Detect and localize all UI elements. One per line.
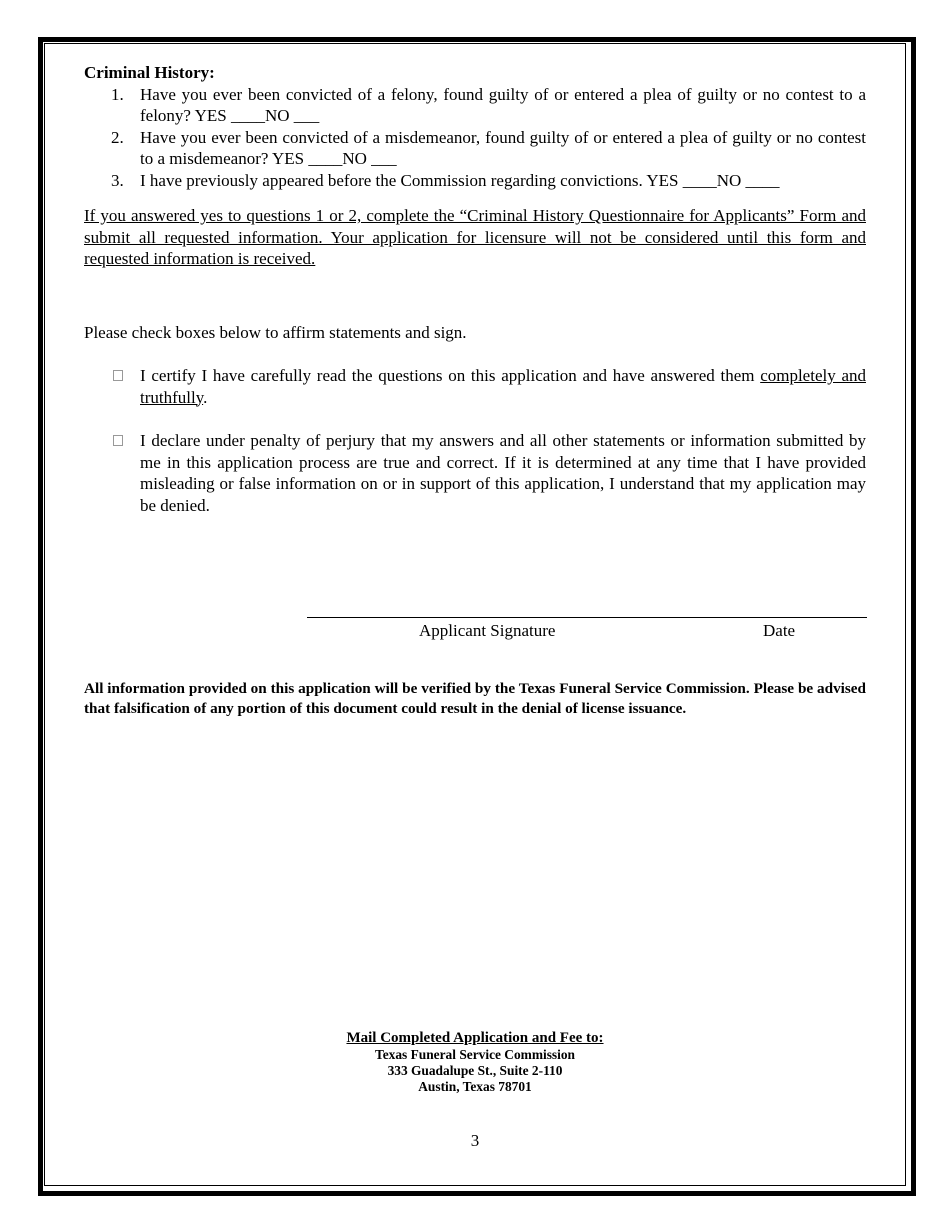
question-item — [84, 127, 866, 170]
question-number: 1. — [111, 84, 124, 104]
criminal-history-heading: Criminal History: — [84, 63, 215, 82]
signature-line[interactable] — [307, 617, 867, 618]
declare-statement — [84, 430, 866, 516]
criminal-history-questions — [84, 84, 866, 192]
question-text: Have you ever been convicted of a felony, found guilty of or entered a plea of guilty or no contest to a felony? YES ____NO ___ — [140, 84, 866, 125]
certify-suffix: . — [203, 387, 208, 407]
question-item — [84, 84, 866, 127]
certify-text: I certify I have carefully read the questions on this application and have answered them — [140, 366, 761, 385]
mailing-heading: Mail Completed Application and Fee to: — [346, 1030, 604, 1046]
question-text: Have you ever been convicted of a misdemeanor, found guilty of or entered a plea of guilty or no contest to a misdemeanor? YES ____NO ___ — [140, 127, 866, 168]
questionnaire-notice: If you answered yes to questions 1 or 2, complete the “Criminal History Questionnaire for Applicants” Form and submit all requested information. Your application for licensure will not be considered until this form and requested information is received. — [84, 206, 866, 268]
question-number: 3. — [111, 170, 124, 190]
mailing-address-block — [0, 1029, 950, 1095]
criminal-history-section — [84, 62, 866, 516]
certify-statement — [84, 365, 866, 408]
declare-text: I declare under penalty of perjury that my answers and all other statements or information submitted by me in this application process are true and correct. If it is determined at any time that I have provided misleading or false information on or in support of this application, I understand that my application may be denied. — [140, 431, 866, 515]
affirm-instruction: Please check boxes below to affirm statements and sign. — [84, 322, 467, 342]
date-label: Date — [763, 621, 796, 640]
certify-checkbox[interactable] — [113, 370, 123, 381]
question-text: I have previously appeared before the Commission regarding convictions. YES ____NO ____ — [140, 170, 780, 190]
declare-checkbox[interactable] — [113, 435, 123, 446]
question-number: 2. — [111, 127, 124, 147]
question-item — [84, 170, 866, 192]
mailing-line-city: Austin, Texas 78701 — [418, 1079, 532, 1094]
page-number: 3 — [470, 1131, 480, 1150]
verification-notice: All information provided on this application will be verified by the Texas Funeral Service Commission. Please be advised that falsification of any portion of this document could result in the denial of license issuance. — [84, 680, 866, 717]
certify-underlined-text: completely and truthfully — [140, 366, 866, 407]
mailing-line-street: 333 Guadalupe St., Suite 2-110 — [387, 1063, 563, 1078]
mailing-line-agency: Texas Funeral Service Commission — [375, 1047, 575, 1062]
signature-label: Applicant Signature — [419, 621, 556, 640]
